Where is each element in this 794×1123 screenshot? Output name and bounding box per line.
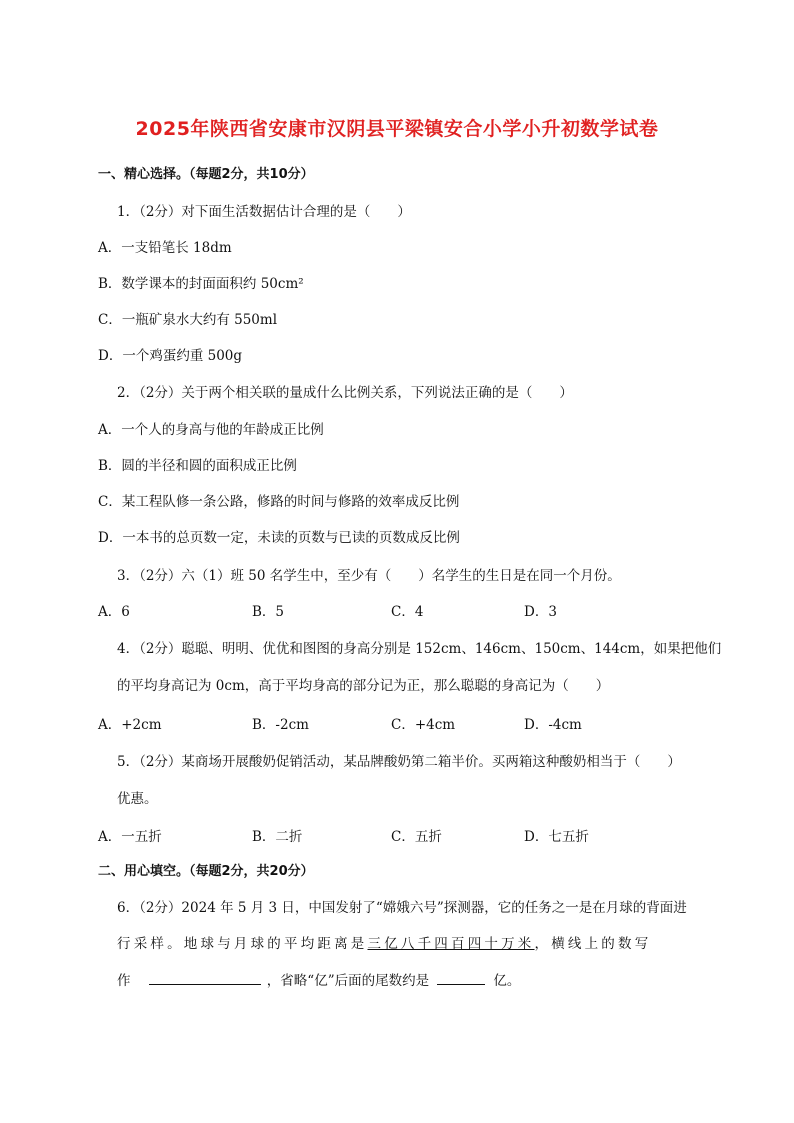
- question-2-option-d: D．一本书的总页数一定，未读的页数与已读的页数成反比例: [98, 530, 460, 546]
- question-6-write-label: 作: [117, 973, 131, 989]
- question-5-option-b: B．二折: [252, 829, 303, 845]
- question-3-stem: 3．（2分）六（1）班 50 名学生中，至少有（ ）名学生的生日是在同一个月份。: [117, 568, 621, 584]
- question-2-option-a: A．一个人的身高与他的年龄成正比例: [98, 422, 324, 438]
- question-4-option-d: D．-4cm: [524, 717, 582, 733]
- answer-blank-2[interactable]: [437, 970, 485, 985]
- question-2-option-b: B．圆的半径和圆的面积成正比例: [98, 458, 297, 474]
- question-3-options: [98, 602, 718, 622]
- question-3-option-b: B．5: [252, 604, 285, 620]
- question-6-stem-text: 行采样。地球与月球的平均距离是: [117, 936, 368, 952]
- section-heading-fill: 二、用心填空。（每题2分，共20分）: [98, 864, 314, 879]
- question-5-option-c: C．五折: [391, 829, 442, 845]
- question-4-options: [98, 715, 718, 735]
- question-5-stem-line-2: 优惠。: [117, 791, 158, 807]
- section-heading-choice: 一、精心选择。（每题2分，共10分）: [98, 167, 314, 182]
- question-6-underlined-number: 三亿八千四百四十万米: [367, 936, 535, 952]
- question-1-option-b: B．数学课本的封面面积约 50cm²: [98, 276, 304, 292]
- question-6-omit-text: ，省略“亿”后面的尾数约是: [266, 973, 430, 989]
- question-3-option-a: A．6: [98, 604, 130, 620]
- question-6-stem-line-3: [117, 970, 520, 991]
- question-1-option-d: D．一个鸡蛋约重 500g: [98, 348, 243, 364]
- question-5-options: [98, 827, 718, 847]
- question-2-option-c: C．某工程队修一条公路，修路的时间与修路的效率成反比例: [98, 494, 460, 510]
- question-6-stem-line-2: [117, 934, 651, 954]
- answer-blank-1[interactable]: [149, 970, 261, 985]
- question-1-option-a: A．一支铅笔长 18dm: [98, 240, 232, 256]
- question-4-option-b: B．-2cm: [252, 717, 309, 733]
- question-1-option-c: C．一瓶矿泉水大约有 550ml: [98, 312, 278, 328]
- question-1-stem: 1．（2分）对下面生活数据估计合理的是（ ）: [117, 204, 411, 220]
- question-3-option-c: C．4: [391, 604, 424, 620]
- question-2-stem: 2．（2分）关于两个相关联的量成什么比例关系，下列说法正确的是（ ）: [117, 385, 573, 401]
- question-4-stem-line-1: 4．（2分）聪聪、明明、优优和图图的身高分别是 152cm、146cm、150cm、144cm，如果把他们: [117, 641, 722, 657]
- question-4-stem-line-2: 的平均身高记为 0cm，高于平均身高的部分记为正，那么聪聪的身高记为（ ）: [117, 678, 610, 694]
- question-6-stem-line-1: 6．（2分）2024 年 5 月 3 日，中国发射了“嫦娥六号”探测器，它的任务之一是在月球的背面进: [117, 900, 687, 916]
- question-5-option-a: A．一五折: [98, 829, 162, 845]
- question-4-option-a: A．+2cm: [98, 717, 162, 733]
- question-6-unit: 亿。: [493, 973, 521, 989]
- question-4-option-c: C．+4cm: [391, 717, 456, 733]
- exam-title: 2025年陕西省安康市汉阴县平梁镇安合小学小升初数学试卷: [135, 118, 659, 140]
- question-5-stem-line-1: 5．（2分）某商场开展酸奶促销活动，某品牌酸奶第二箱半价。买两箱这种酸奶相当于（ ）: [117, 754, 681, 770]
- question-3-option-d: D．3: [524, 604, 557, 620]
- question-6-stem-text-tail: ，横线上的数写: [534, 936, 652, 952]
- question-5-option-d: D．七五折: [524, 829, 589, 845]
